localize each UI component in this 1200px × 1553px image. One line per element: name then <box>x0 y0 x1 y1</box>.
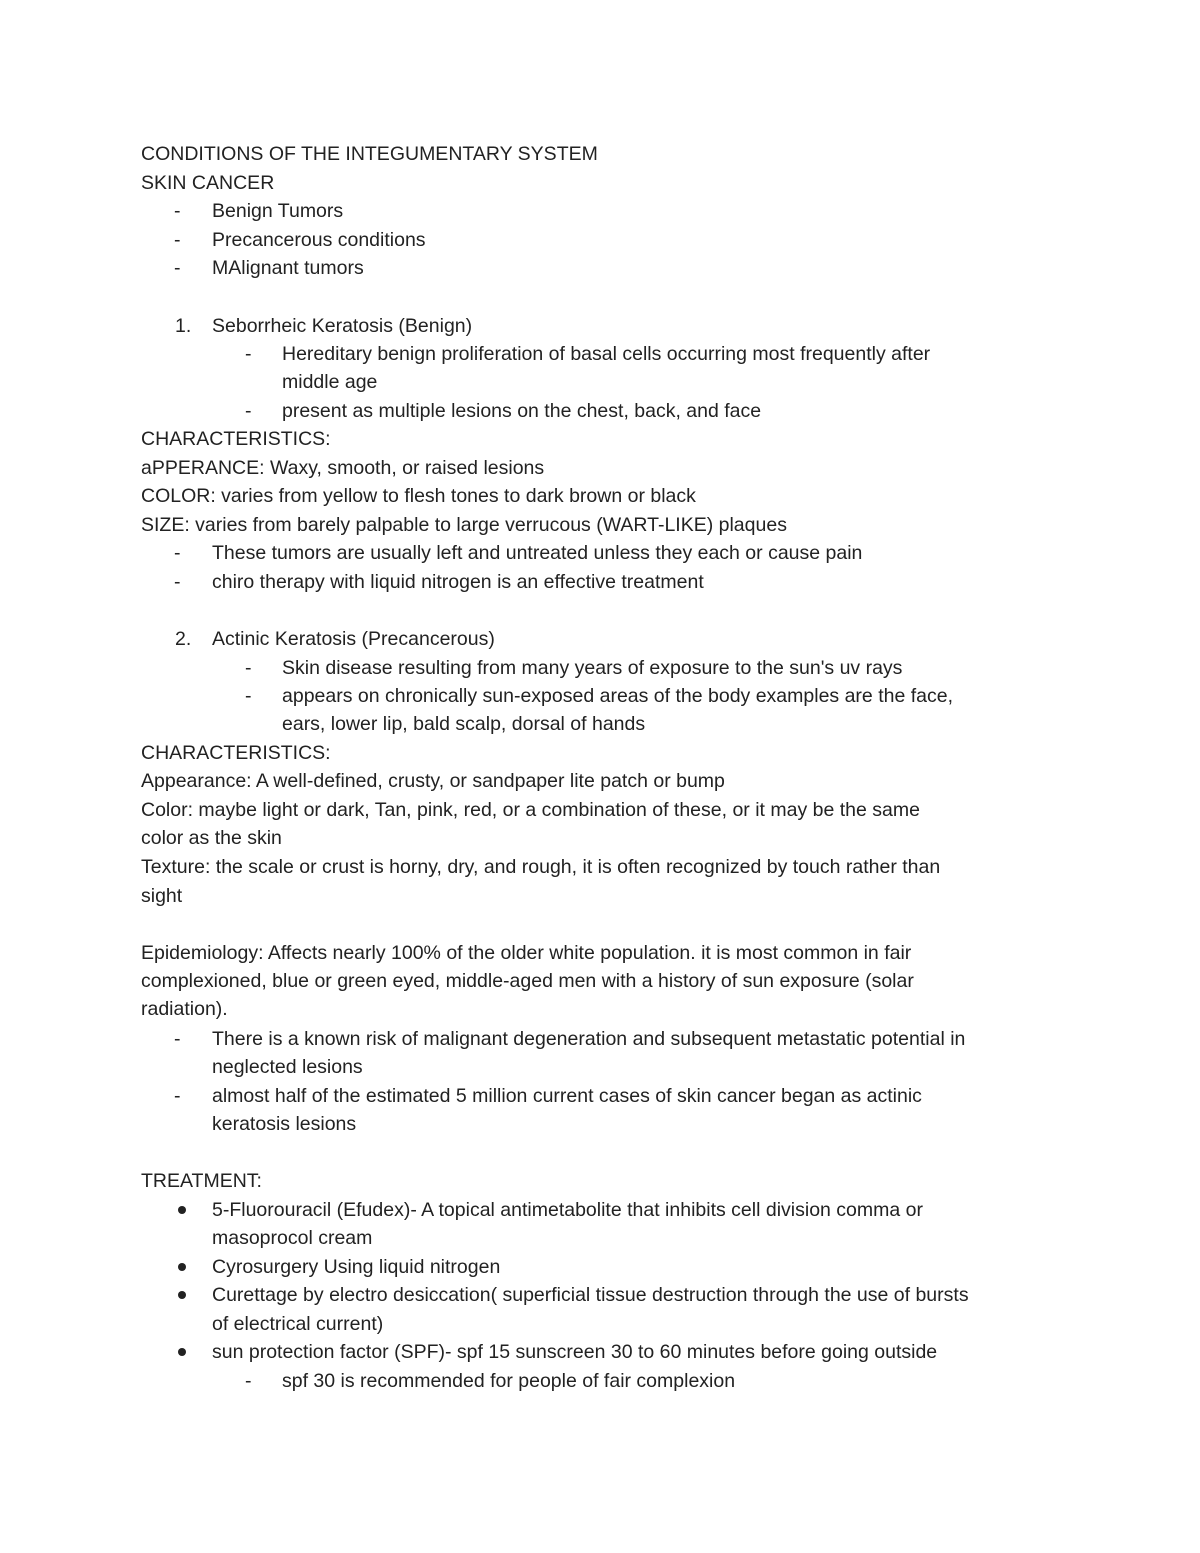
dash-marker: - <box>174 229 181 251</box>
list-item: almost half of the estimated 5 million current cases of skin cancer began as actinic <box>212 1085 922 1107</box>
bullet-icon <box>178 1291 186 1299</box>
list-number: 1. <box>175 315 192 337</box>
bullet-item: sun protection factor (SPF)- spf 15 sunscreen 30 to 60 minutes before going outside <box>212 1341 938 1363</box>
section-heading: SKIN CANCER <box>141 172 275 194</box>
document-title: CONDITIONS OF THE INTEGUMENTARY SYSTEM <box>141 143 598 165</box>
list-item: These tumors are usually left and untreated unless they each or cause pain <box>212 542 863 564</box>
bullet-icon <box>178 1263 186 1271</box>
dash-marker: - <box>174 571 181 593</box>
texture-line: Texture: the scale or crust is horny, dry, and rough, it is often recognized by touch rather than <box>141 856 941 878</box>
list-item: appears on chronically sun-exposed areas of the body examples are the face, <box>282 685 953 707</box>
epidemiology-line: complexioned, blue or green eyed, middle-aged men with a history of sun exposure (solar <box>141 970 914 992</box>
list-item: There is a known risk of malignant degeneration and subsequent metastatic potential in <box>212 1028 966 1050</box>
list-item: Benign Tumors <box>212 200 344 222</box>
characteristics-label: CHARACTERISTICS: <box>141 428 331 450</box>
size-line: SIZE: varies from barely palpable to large verrucous (WART-LIKE) plaques <box>141 514 787 536</box>
dash-marker: - <box>245 400 252 422</box>
bullet-item: Cyrosurgery Using liquid nitrogen <box>212 1256 501 1278</box>
texture-line-continuation: sight <box>141 885 183 907</box>
list-item-continuation: ears, lower lip, bald scalp, dorsal of hands <box>282 713 646 735</box>
dash-marker: - <box>245 343 252 365</box>
list-item-continuation: keratosis lesions <box>212 1113 357 1135</box>
characteristics-label: CHARACTERISTICS: <box>141 742 331 764</box>
list-item-continuation: neglected lesions <box>212 1056 363 1078</box>
bullet-icon <box>178 1206 186 1214</box>
bullet-item: 5-Fluorouracil (Efudex)- A topical antimetabolite that inhibits cell division comma or <box>212 1199 923 1221</box>
list-item: MAlignant tumors <box>212 257 364 279</box>
dash-marker: - <box>245 657 252 679</box>
list-item: Skin disease resulting from many years of exposure to the sun's uv rays <box>282 657 903 679</box>
bullet-item: Curettage by electro desiccation( superficial tissue destruction through the use of bursts <box>212 1284 969 1306</box>
bullet-icon <box>178 1348 186 1356</box>
bullet-item-continuation: masoprocol cream <box>212 1227 373 1249</box>
color-line: COLOR: varies from yellow to flesh tones to dark brown or black <box>141 485 696 507</box>
dash-marker: - <box>174 1085 181 1107</box>
color-line-continuation: color as the skin <box>141 827 282 849</box>
list-item: spf 30 is recommended for people of fair complexion <box>282 1370 736 1392</box>
color-line: Color: maybe light or dark, Tan, pink, red, or a combination of these, or it may be the same <box>141 799 920 821</box>
dash-marker: - <box>245 685 252 707</box>
treatment-label: TREATMENT: <box>141 1170 262 1192</box>
appearance-line: aPPERANCE: Waxy, smooth, or raised lesions <box>141 457 545 479</box>
epidemiology-line: radiation). <box>141 998 228 1020</box>
bullet-item-continuation: of electrical current) <box>212 1313 384 1335</box>
appearance-line: Appearance: A well-defined, crusty, or sandpaper lite patch or bump <box>141 770 725 792</box>
list-item: present as multiple lesions on the chest, back, and face <box>282 400 762 422</box>
list-number: 2. <box>175 628 192 650</box>
list-item: Precancerous conditions <box>212 229 426 251</box>
list-item: Hereditary benign proliferation of basal cells occurring most frequently after <box>282 343 931 365</box>
dash-marker: - <box>245 1370 252 1392</box>
dash-marker: - <box>174 1028 181 1050</box>
subsection-heading: Seborrheic Keratosis (Benign) <box>212 315 473 337</box>
list-item-continuation: middle age <box>282 371 378 393</box>
dash-marker: - <box>174 257 181 279</box>
dash-marker: - <box>174 542 181 564</box>
dash-marker: - <box>174 200 181 222</box>
subsection-heading: Actinic Keratosis (Precancerous) <box>212 628 495 650</box>
list-item: chiro therapy with liquid nitrogen is an effective treatment <box>212 571 704 593</box>
epidemiology-line: Epidemiology: Affects nearly 100% of the older white population. it is most common in fair <box>141 942 912 964</box>
